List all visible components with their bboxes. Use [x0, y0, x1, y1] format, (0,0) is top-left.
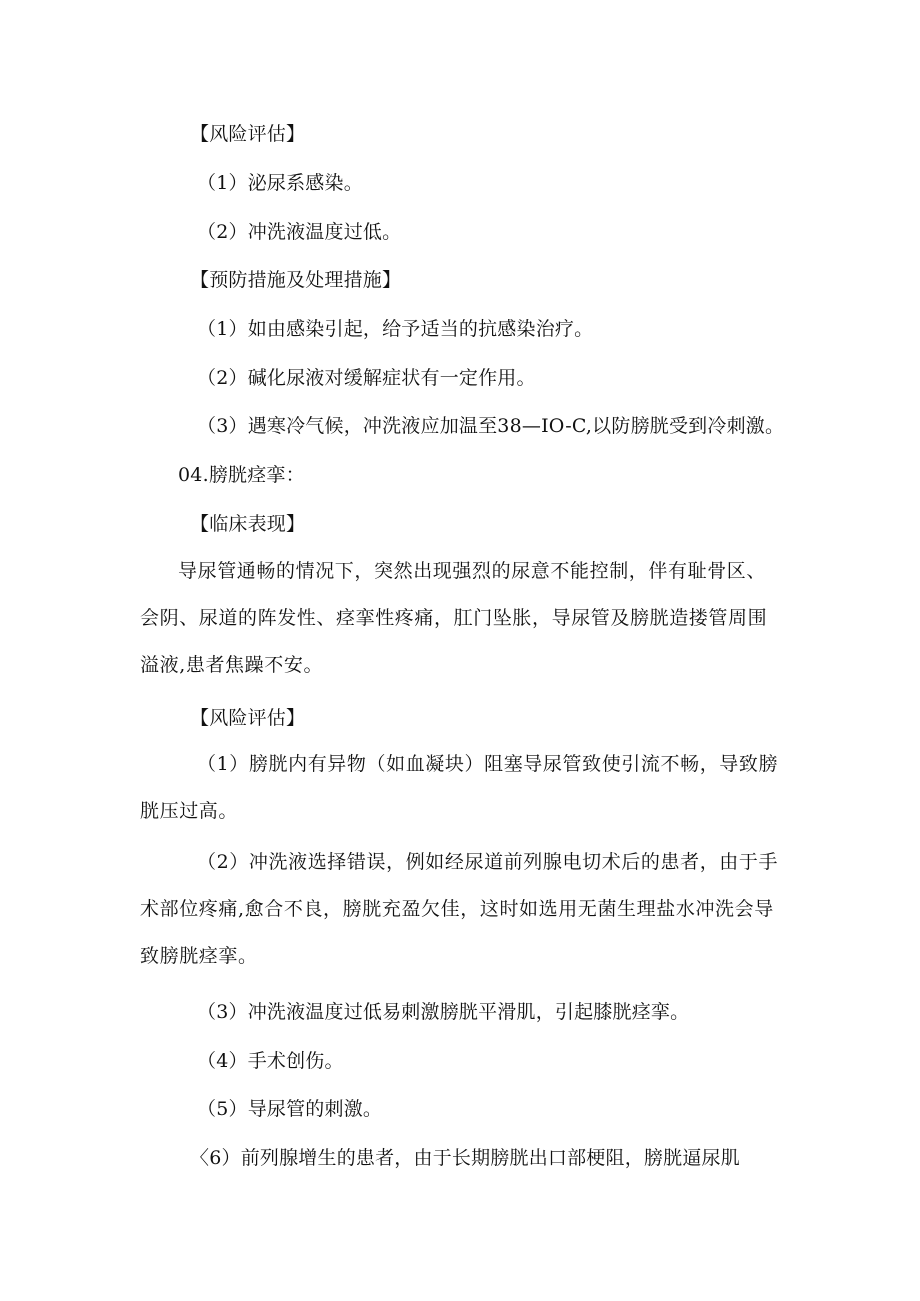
- clinical-paragraph: 导尿管通畅的情况下，突然出现强烈的尿意不能控制，伴有耻骨区、会阴、尿道的阵发性、痉挛性疼痛，肛门坠胀，导尿管及膀胱造搂管周围溢液,患者焦躁不安。: [140, 560, 768, 676]
- risk-item-wrong-solution: （2）冲洗液选择错误，例如经尿道前列腺电切术后的患者，由于手术部位疼痛,愈合不良，膀胱充盈欠佳，这时如选用无菌生理盐水冲洗会导致膀胱痉挛。: [140, 851, 779, 967]
- risk-item-urinary-infection: （1）泌尿系感染。: [197, 172, 363, 194]
- risk-item-foreign-body: （1）膀胱内有异物（如血凝块）阻塞导尿管致使引流不畅，导致膀胱压过高。: [140, 753, 779, 822]
- prevention-item-warming: （3）遇寒冷气候，冲洗液应加温至38—IO-C,以防膀胱受到冷刺激。: [197, 415, 785, 437]
- risk-assessment-heading-2: 【风险评估】: [190, 707, 306, 729]
- clinical-heading: 【临床表现】: [190, 513, 306, 535]
- risk-item-catheter-irritation: （5）导尿管的刺激。: [197, 1098, 383, 1120]
- prevention-item-antibiotic: （1）如由感染引起，给予适当的抗感染治疗。: [197, 318, 594, 340]
- risk-item-prostate-hyperplasia: 〈6）前列腺增生的患者，由于长期膀胱出口部梗阻，膀胱逼尿肌: [190, 1147, 740, 1169]
- prevention-heading: 【预防措施及处理措施】: [190, 269, 402, 291]
- risk-item-cold-solution: （3）冲洗液温度过低易刺激膀胱平滑肌，引起膝胱痉挛。: [197, 1001, 690, 1023]
- risk-item-low-temperature: （2）冲洗液温度过低。: [197, 221, 402, 243]
- prevention-item-alkalinize: （2）碱化尿液对缓解症状有一定作用。: [197, 367, 536, 389]
- section-title-bladder-spasm: 04.膀胱痉挛：: [178, 464, 305, 486]
- risk-item-surgical-trauma: （4）手术创伤。: [197, 1050, 344, 1072]
- risk-assessment-heading: 【风险评估】: [190, 123, 306, 145]
